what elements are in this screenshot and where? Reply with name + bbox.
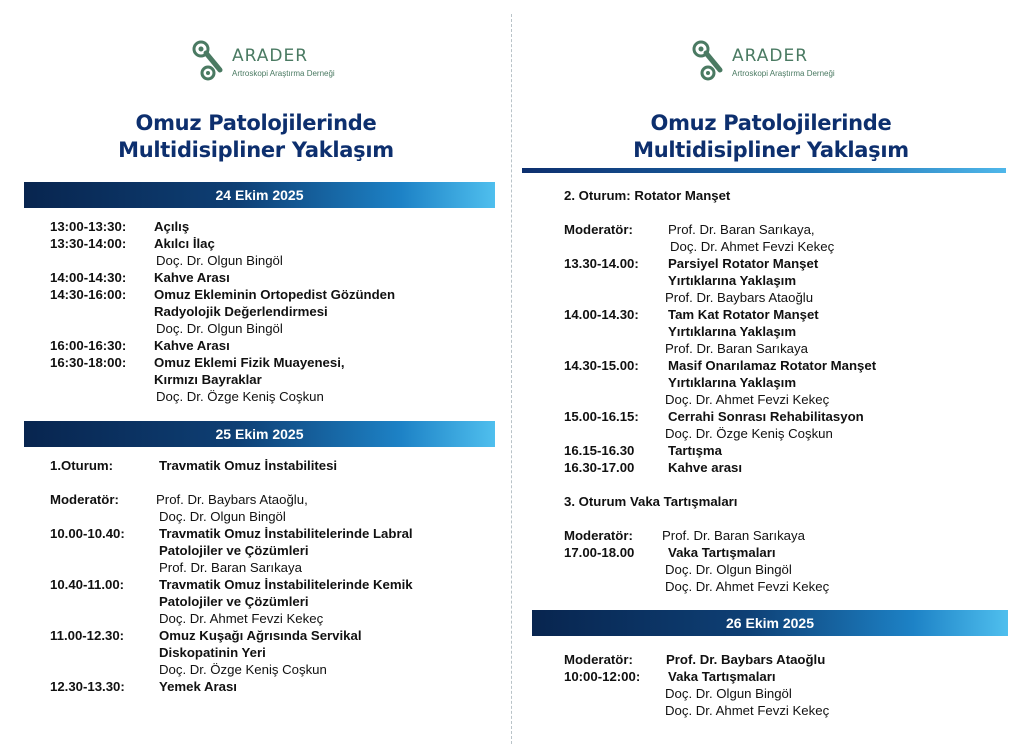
- date-bar-25: 25 Ekim 2025: [24, 421, 495, 447]
- day2-schedule: [50, 457, 500, 695]
- schedule-row: [564, 578, 1014, 595]
- schedule-row: [564, 255, 1014, 272]
- row-title-continued: Patolojiler ve Çözümleri: [159, 543, 309, 558]
- schedule-row: [50, 542, 500, 559]
- row-speaker: Doç. Dr. Ahmet Fevzi Kekeç: [159, 611, 324, 626]
- schedule-row: [564, 323, 1014, 340]
- moderator-label: Moderatör:: [564, 528, 633, 543]
- title-line-1: Omuz Patolojilerinde: [650, 111, 892, 135]
- row-title: Travmatik Omuz İnstabilitelerinde Kemik: [159, 577, 413, 592]
- moderator-label: Moderatör:: [50, 492, 119, 507]
- row-time: 14:30-16:00:: [50, 287, 127, 302]
- arader-logo: [192, 40, 372, 84]
- day2-rows: [50, 525, 500, 695]
- row-time: 16:00-16:30:: [50, 338, 127, 353]
- row-title: Kahve Arası: [154, 338, 230, 353]
- schedule-row: [564, 357, 1014, 374]
- arader-logo-icon: [192, 40, 228, 82]
- page-title-right: [528, 110, 1014, 164]
- session1-row: [50, 457, 500, 474]
- schedule-row: [50, 678, 500, 695]
- schedule-row: [564, 374, 1014, 391]
- arader-logo-right: [692, 40, 872, 84]
- row-speaker: Doç. Dr. Ahmet Fevzi Kekeç: [665, 392, 830, 407]
- session3-moderator: Prof. Dr. Baran Sarıkaya: [662, 528, 805, 543]
- row-time: 13.30-14.00:: [564, 256, 639, 271]
- session2-title: 2. Oturum: Rotator Manşet: [564, 188, 731, 203]
- row-speaker: Prof. Dr. Baran Sarıkaya: [159, 560, 302, 575]
- day3-moderator: Prof. Dr. Baybars Ataoğlu: [666, 652, 826, 667]
- schedule-row: [50, 235, 500, 252]
- right-schedule: [564, 187, 1014, 595]
- date-bar-24: 24 Ekim 2025: [24, 182, 495, 208]
- session3-title: 3. Oturum Vaka Tartışmaları: [564, 494, 738, 509]
- day1-schedule: [50, 218, 500, 405]
- schedule-row: [564, 668, 1014, 685]
- row-speaker: Doç. Dr. Özge Keniş Coşkun: [665, 426, 833, 441]
- row-title: Vaka Tartışmaları: [668, 545, 776, 560]
- row-title-continued: Diskopatinin Yeri: [159, 645, 266, 660]
- row-title: Açılış: [154, 219, 190, 234]
- row-title: Cerrahi Sonrası Rehabilitasyon: [668, 409, 864, 424]
- schedule-row: [50, 661, 500, 678]
- logo-subtitle: Artroskopi Araştırma Derneği: [732, 69, 835, 78]
- title-line-1: Omuz Patolojilerinde: [135, 111, 377, 135]
- arader-logo-icon: [692, 40, 728, 82]
- row-time: 16:30-18:00:: [50, 355, 127, 370]
- row-time: 17.00-18.00: [564, 545, 635, 560]
- schedule-row: [50, 388, 500, 405]
- schedule-row: [50, 559, 500, 576]
- schedule-row: [50, 303, 500, 320]
- row-title: Omuz Kuşağı Ağrısında Servikal: [159, 628, 362, 643]
- day3-rows: [564, 668, 1014, 719]
- row-speaker: Doç. Dr. Olgun Bingöl: [156, 253, 283, 268]
- row-time: 14:00-14:30:: [50, 270, 127, 285]
- day3-moderator-row: [564, 651, 1014, 668]
- row-title: Kahve arası: [668, 460, 743, 475]
- row-time: 11.00-12.30:: [50, 628, 125, 643]
- session2-rows: [564, 255, 1014, 476]
- row-time: 16.15-16.30: [564, 443, 635, 458]
- row-title: Travmatik Omuz İnstabilitelerinde Labral: [159, 526, 413, 541]
- schedule-row: [564, 425, 1014, 442]
- row-title: Yemek Arası: [159, 679, 237, 694]
- row-title-continued: Kırmızı Bayraklar: [154, 372, 262, 387]
- row-time: 16.30-17.00: [564, 460, 635, 475]
- schedule-row: [564, 561, 1014, 578]
- row-title: Akılcı İlaç: [154, 236, 215, 251]
- row-time: 10:00-12:00:: [564, 669, 641, 684]
- row-title: Vaka Tartışmaları: [668, 669, 776, 684]
- session3-moderator-row: [564, 527, 1014, 544]
- schedule-row: [50, 320, 500, 337]
- row-title: Omuz Ekleminin Ortopedist Gözünden: [154, 287, 396, 302]
- schedule-row: [50, 525, 500, 542]
- session2-moderator-row: [564, 221, 1014, 238]
- schedule-row: [50, 371, 500, 388]
- moderator-label: Moderatör:: [564, 652, 633, 667]
- row-time: 10.00-10.40:: [50, 526, 125, 541]
- row-time: 14.30-15.00:: [564, 358, 639, 373]
- row-speaker: Doç. Dr. Olgun Bingöl: [665, 562, 792, 577]
- schedule-row: [50, 218, 500, 235]
- row-title-continued: Yırtıklarına Yaklaşım: [668, 375, 797, 390]
- row-speaker: Doç. Dr. Olgun Bingöl: [665, 686, 792, 701]
- schedule-row: [50, 644, 500, 661]
- schedule-row: [564, 340, 1014, 357]
- schedule-row: [50, 354, 500, 371]
- moderator-2: Doç. Dr. Ahmet Fevzi Kekeç: [670, 239, 835, 254]
- row-time: 15.00-16.15:: [564, 409, 639, 424]
- right-panel: [512, 0, 1024, 754]
- moderator-row: [50, 491, 500, 508]
- schedule-row: [50, 593, 500, 610]
- schedule-row: [564, 408, 1014, 425]
- row-title: Parsiyel Rotator Manşet: [668, 256, 819, 271]
- schedule-row: [564, 272, 1014, 289]
- schedule-row: [50, 286, 500, 303]
- row-time: 14.00-14.30:: [564, 307, 639, 322]
- session2-moderator-row-2: [564, 238, 1014, 255]
- date-bar-26: 26 Ekim 2025: [532, 610, 1008, 636]
- row-speaker: Doç. Dr. Özge Keniş Coşkun: [159, 662, 327, 677]
- schedule-row: [564, 544, 1014, 561]
- row-title: Tam Kat Rotator Manşet: [668, 307, 819, 322]
- schedule-row: [564, 685, 1014, 702]
- row-time: 12.30-13.30:: [50, 679, 125, 694]
- logo-subtitle: Artroskopi Araştırma Derneği: [232, 69, 335, 78]
- row-speaker: Doç. Dr. Ahmet Fevzi Kekeç: [665, 703, 830, 718]
- schedule-row: [50, 627, 500, 644]
- row-time: 13:30-14:00:: [50, 236, 127, 251]
- row-time: 10.40-11.00:: [50, 577, 125, 592]
- title-line-2: Multidisipliner Yaklaşım: [633, 138, 909, 162]
- row-title-continued: Radyolojik Değerlendirmesi: [154, 304, 328, 319]
- row-speaker: Prof. Dr. Baybars Ataoğlu: [665, 290, 814, 305]
- schedule-row: [50, 337, 500, 354]
- moderator-label: Moderatör:: [564, 222, 633, 237]
- schedule-row: [564, 459, 1014, 476]
- moderator-1: Prof. Dr. Baybars Ataoğlu,: [156, 492, 308, 507]
- schedule-row: [564, 306, 1014, 323]
- row-title: Masif Onarılamaz Rotator Manşet: [668, 358, 877, 373]
- row-title: Omuz Eklemi Fizik Muayenesi,: [154, 355, 345, 370]
- row-time: 13:00-13:30:: [50, 219, 127, 234]
- schedule-row: [50, 610, 500, 627]
- page-title: [20, 110, 492, 164]
- moderator-1: Prof. Dr. Baran Sarıkaya,: [668, 222, 815, 237]
- schedule-row: [564, 391, 1014, 408]
- session3-rows: [564, 544, 1014, 595]
- logo-name: ARADER: [232, 46, 309, 66]
- title-underline: [522, 168, 1006, 173]
- row-speaker: Doç. Dr. Özge Keniş Coşkun: [156, 389, 324, 404]
- logo-name: ARADER: [732, 46, 809, 66]
- schedule-row: [50, 576, 500, 593]
- row-speaker: Doç. Dr. Olgun Bingöl: [156, 321, 283, 336]
- schedule-row: [564, 289, 1014, 306]
- schedule-row: [50, 252, 500, 269]
- schedule-row: [564, 442, 1014, 459]
- row-speaker: Prof. Dr. Baran Sarıkaya: [665, 341, 808, 356]
- session1-title: Travmatik Omuz İnstabilitesi: [159, 458, 338, 473]
- session1-label: 1.Oturum:: [50, 458, 114, 473]
- moderator-row-2: [50, 508, 500, 525]
- schedule-row: [564, 702, 1014, 719]
- row-speaker: Doç. Dr. Ahmet Fevzi Kekeç: [665, 579, 830, 594]
- title-line-2: Multidisipliner Yaklaşım: [118, 138, 394, 162]
- row-title-continued: Patolojiler ve Çözümleri: [159, 594, 309, 609]
- day3-schedule: [564, 651, 1014, 719]
- row-title: Kahve Arası: [154, 270, 230, 285]
- row-title-continued: Yırtıklarına Yaklaşım: [668, 324, 797, 339]
- row-title: Tartışma: [668, 443, 722, 458]
- row-title-continued: Yırtıklarına Yaklaşım: [668, 273, 797, 288]
- moderator-2: Doç. Dr. Olgun Bingöl: [159, 509, 286, 524]
- schedule-row: [50, 269, 500, 286]
